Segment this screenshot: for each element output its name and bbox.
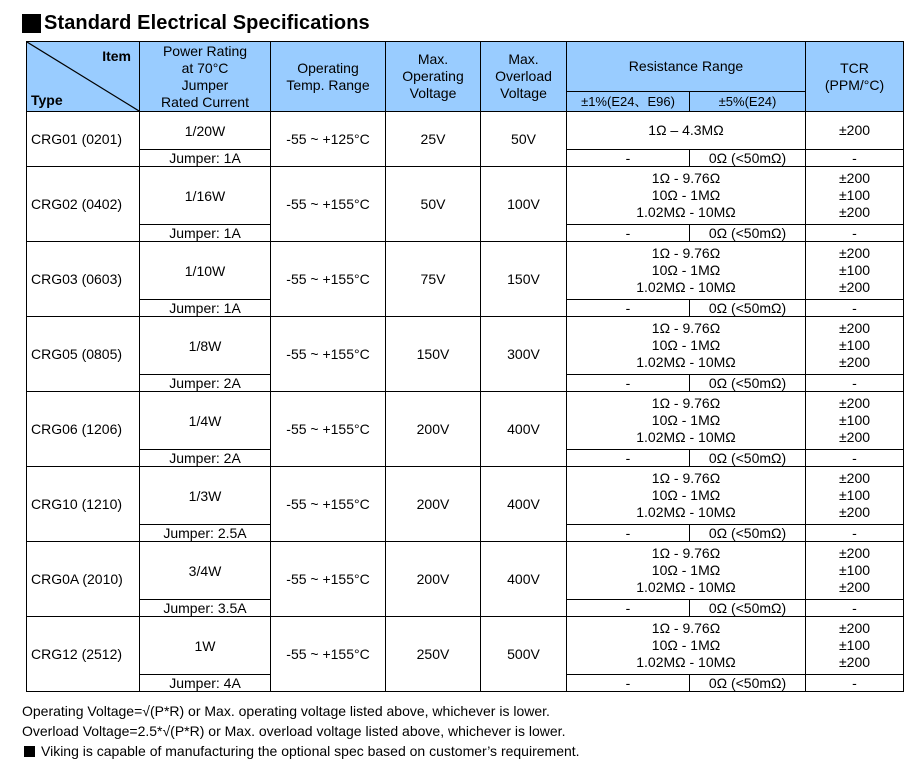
note-operating-voltage: Operating Voltage=√(P*R) or Max. operating voltage listed above, whichever is lower. <box>22 703 550 719</box>
resistance-range-line: 1Ω - 9.76Ω <box>651 470 721 486</box>
max-overload-voltage-cell: 300V <box>481 317 567 392</box>
resistance-range-line: 10Ω - 1MΩ <box>651 562 721 578</box>
resistance-range-line: 1.02MΩ - 10MΩ <box>636 204 736 220</box>
jumper-tol-5pct-cell: 0Ω (<50mΩ) <box>690 225 806 242</box>
tcr-line: ±200 <box>838 620 871 636</box>
table-row <box>27 542 904 600</box>
resistance-range-line: 10Ω - 1MΩ <box>651 187 721 203</box>
table-row <box>27 392 904 450</box>
jumper-tcr-cell: - <box>806 150 904 167</box>
max-operating-voltage-cell: 250V <box>386 617 481 692</box>
tcr-line: ±200 <box>838 204 871 220</box>
resistance-range-line: 1Ω - 9.76Ω <box>651 320 721 336</box>
resistance-range-line: 10Ω - 1MΩ <box>651 262 721 278</box>
resistance-range-line: 1.02MΩ - 10MΩ <box>636 354 736 370</box>
type-cell: CRG0A (2010) <box>27 542 140 617</box>
jumper-tcr-cell: - <box>806 450 904 467</box>
tcr-line: ±200 <box>838 279 871 295</box>
header-tcr: TCR (PPM/°C) <box>806 42 904 112</box>
resistance-range-cell <box>567 167 806 225</box>
section-title <box>22 10 370 36</box>
header-max-operating-voltage: Max. Operating Voltage <box>386 42 481 112</box>
resistance-range-line: 10Ω - 1MΩ <box>651 412 721 428</box>
tcr-line: ±200 <box>838 654 871 670</box>
temp-range-cell: -55 ~ +125°C <box>271 112 386 167</box>
power-rating-cell: 1/4W <box>140 392 271 450</box>
max-operating-voltage-cell: 200V <box>386 392 481 467</box>
tcr-line: ±200 <box>838 170 871 186</box>
tcr-cell <box>806 467 904 525</box>
header-max-overload-voltage: Max. Overload Voltage <box>481 42 567 112</box>
resistance-range-cell <box>567 392 806 450</box>
table-row <box>27 467 904 525</box>
type-cell: CRG10 (1210) <box>27 467 140 542</box>
jumper-tol-1pct-cell: - <box>567 150 690 167</box>
temp-range-cell: -55 ~ +155°C <box>271 542 386 617</box>
header-type-label: Type <box>31 92 63 108</box>
resistance-range-line: 1.02MΩ - 10MΩ <box>636 654 736 670</box>
tcr-line: ±100 <box>838 412 871 428</box>
power-rating-cell: 1/16W <box>140 167 271 225</box>
jumper-current-cell: Jumper: 1A <box>140 150 271 167</box>
header-resistance-range: Resistance Range <box>567 42 806 92</box>
note-overload-voltage: Overload Voltage=2.5*√(P*R) or Max. overload voltage listed above, whichever is lower. <box>22 723 566 739</box>
power-rating-cell: 1/10W <box>140 242 271 300</box>
resistance-range-line: 1Ω – 4.3MΩ <box>648 122 724 138</box>
jumper-tol-1pct-cell: - <box>567 600 690 617</box>
jumper-current-cell: Jumper: 2.5A <box>140 525 271 542</box>
resistance-range-line: 1.02MΩ - 10MΩ <box>636 579 736 595</box>
tcr-line: ±200 <box>838 429 871 445</box>
tcr-cell <box>806 392 904 450</box>
jumper-tol-5pct-cell: 0Ω (<50mΩ) <box>690 300 806 317</box>
header-tolerance-5pct: ±5%(E24) <box>690 92 806 112</box>
max-operating-voltage-cell: 200V <box>386 467 481 542</box>
tcr-line: ±200 <box>838 354 871 370</box>
type-cell: CRG01 (0201) <box>27 112 140 167</box>
jumper-tcr-cell: - <box>806 525 904 542</box>
tcr-cell <box>806 167 904 225</box>
page-title: Standard Electrical Specifications <box>44 11 370 34</box>
jumper-tol-5pct-cell: 0Ω (<50mΩ) <box>690 675 806 692</box>
resistance-range-cell <box>567 617 806 675</box>
jumper-tcr-cell: - <box>806 675 904 692</box>
jumper-current-cell: Jumper: 2A <box>140 375 271 392</box>
tcr-cell <box>806 542 904 600</box>
resistance-range-line: 1Ω - 9.76Ω <box>651 395 721 411</box>
table-row <box>27 167 904 225</box>
jumper-current-cell: Jumper: 1A <box>140 225 271 242</box>
tcr-cell <box>806 317 904 375</box>
tcr-line: ±100 <box>838 487 871 503</box>
tcr-line: ±200 <box>838 320 871 336</box>
tcr-line: ±200 <box>838 579 871 595</box>
temp-range-cell: -55 ~ +155°C <box>271 317 386 392</box>
resistance-range-cell <box>567 317 806 375</box>
tcr-line: ±200 <box>838 245 871 261</box>
jumper-tol-1pct-cell: - <box>567 300 690 317</box>
jumper-tol-5pct-cell: 0Ω (<50mΩ) <box>690 450 806 467</box>
max-operating-voltage-cell: 200V <box>386 542 481 617</box>
jumper-tol-5pct-cell: 0Ω (<50mΩ) <box>690 375 806 392</box>
temp-range-cell: -55 ~ +155°C <box>271 467 386 542</box>
tcr-line: ±100 <box>838 637 871 653</box>
tcr-cell <box>806 617 904 675</box>
max-overload-voltage-cell: 50V <box>481 112 567 167</box>
max-overload-voltage-cell: 100V <box>481 167 567 242</box>
resistance-range-line: 1Ω - 9.76Ω <box>651 545 721 561</box>
tcr-line: ±200 <box>838 545 871 561</box>
resistance-range-line: 1Ω - 9.76Ω <box>651 170 721 186</box>
header-item-label: Item <box>102 48 131 64</box>
header-item-type-cell <box>27 42 140 112</box>
resistance-range-line: 1Ω - 9.76Ω <box>651 245 721 261</box>
black-square-bullet-icon <box>22 14 41 33</box>
table-row <box>27 242 904 300</box>
type-cell: CRG05 (0805) <box>27 317 140 392</box>
jumper-tcr-cell: - <box>806 225 904 242</box>
resistance-range-line: 10Ω - 1MΩ <box>651 337 721 353</box>
jumper-tol-5pct-cell: 0Ω (<50mΩ) <box>690 150 806 167</box>
power-rating-cell: 1W <box>140 617 271 675</box>
table-row <box>27 112 904 150</box>
temp-range-cell: -55 ~ +155°C <box>271 242 386 317</box>
jumper-tol-5pct-cell: 0Ω (<50mΩ) <box>690 525 806 542</box>
header-tolerance-1pct: ±1%(E24、E96) <box>567 92 690 112</box>
header-power-rating: Power Rating at 70°C Jumper Rated Current <box>140 42 271 112</box>
resistance-range-line: 1.02MΩ - 10MΩ <box>636 279 736 295</box>
max-overload-voltage-cell: 400V <box>481 392 567 467</box>
spec-table <box>26 41 904 692</box>
jumper-tol-1pct-cell: - <box>567 525 690 542</box>
resistance-range-line: 1.02MΩ - 10MΩ <box>636 504 736 520</box>
resistance-range-cell <box>567 112 806 150</box>
table-row <box>27 617 904 675</box>
jumper-current-cell: Jumper: 3.5A <box>140 600 271 617</box>
power-rating-cell: 1/8W <box>140 317 271 375</box>
jumper-current-cell: Jumper: 1A <box>140 300 271 317</box>
type-cell: CRG06 (1206) <box>27 392 140 467</box>
resistance-range-line: 10Ω - 1MΩ <box>651 487 721 503</box>
note-capability: Viking is capable of manufacturing the optional spec based on customer’s requirement. <box>22 741 580 761</box>
tcr-line: ±200 <box>838 470 871 486</box>
jumper-tcr-cell: - <box>806 300 904 317</box>
jumper-tol-1pct-cell: - <box>567 375 690 392</box>
max-operating-voltage-cell: 50V <box>386 167 481 242</box>
tcr-line: ±200 <box>838 395 871 411</box>
type-cell: CRG03 (0603) <box>27 242 140 317</box>
tcr-cell <box>806 242 904 300</box>
table-row <box>27 317 904 375</box>
jumper-current-cell: Jumper: 4A <box>140 675 271 692</box>
power-rating-cell: 3/4W <box>140 542 271 600</box>
tcr-line: ±100 <box>838 337 871 353</box>
jumper-tol-1pct-cell: - <box>567 675 690 692</box>
resistance-range-line: 1Ω - 9.76Ω <box>651 620 721 636</box>
resistance-range-cell <box>567 242 806 300</box>
tcr-line: ±200 <box>838 122 871 138</box>
jumper-tcr-cell: - <box>806 375 904 392</box>
resistance-range-cell <box>567 542 806 600</box>
jumper-tol-5pct-cell: 0Ω (<50mΩ) <box>690 600 806 617</box>
type-cell: CRG02 (0402) <box>27 167 140 242</box>
jumper-tcr-cell: - <box>806 600 904 617</box>
max-overload-voltage-cell: 150V <box>481 242 567 317</box>
spec-table-body <box>27 112 904 692</box>
max-overload-voltage-cell: 500V <box>481 617 567 692</box>
temp-range-cell: -55 ~ +155°C <box>271 617 386 692</box>
jumper-current-cell: Jumper: 2A <box>140 450 271 467</box>
temp-range-cell: -55 ~ +155°C <box>271 167 386 242</box>
tcr-line: ±100 <box>838 187 871 203</box>
max-overload-voltage-cell: 400V <box>481 467 567 542</box>
max-operating-voltage-cell: 150V <box>386 317 481 392</box>
black-square-bullet-icon <box>24 746 35 757</box>
power-rating-cell: 1/20W <box>140 112 271 150</box>
tcr-line: ±100 <box>838 262 871 278</box>
tcr-cell <box>806 112 904 150</box>
temp-range-cell: -55 ~ +155°C <box>271 392 386 467</box>
jumper-tol-1pct-cell: - <box>567 225 690 242</box>
resistance-range-cell <box>567 467 806 525</box>
type-cell: CRG12 (2512) <box>27 617 140 692</box>
max-operating-voltage-cell: 75V <box>386 242 481 317</box>
footnotes <box>22 701 580 761</box>
tcr-line: ±200 <box>838 504 871 520</box>
jumper-tol-1pct-cell: - <box>567 450 690 467</box>
resistance-range-line: 10Ω - 1MΩ <box>651 637 721 653</box>
power-rating-cell: 1/3W <box>140 467 271 525</box>
tcr-line: ±100 <box>838 562 871 578</box>
resistance-range-line: 1.02MΩ - 10MΩ <box>636 429 736 445</box>
max-overload-voltage-cell: 400V <box>481 542 567 617</box>
max-operating-voltage-cell: 25V <box>386 112 481 167</box>
header-temp-range: Operating Temp. Range <box>271 42 386 112</box>
